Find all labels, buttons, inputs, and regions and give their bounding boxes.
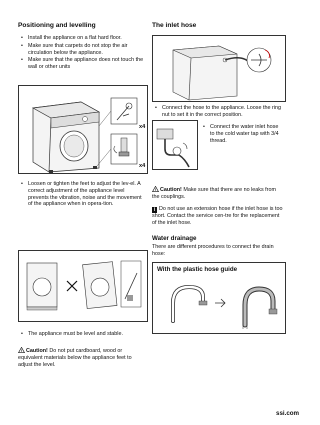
- figure-level-check: [18, 250, 148, 322]
- warning-icon: [152, 186, 159, 192]
- heading-positioning: Positioning and levelling: [18, 22, 96, 29]
- label-x4-top: x4: [139, 124, 146, 130]
- figure-inlet-hose: [152, 35, 286, 102]
- label-x4-bottom: x4: [139, 163, 146, 169]
- caution-leaks: [152, 186, 284, 201]
- bullet-wall: • Make sure that the appliance does not touch the wall or other units: [18, 57, 146, 71]
- bullet-flat-floor: • Install the appliance on a flat hard floor.: [18, 35, 146, 42]
- figure-water-tap: [152, 120, 198, 170]
- bullet-carpets: • Make sure that carpets do not stop the air circulation below the appliance.: [18, 43, 146, 57]
- bullet-loosen-feet: • Loosen or tighten the feet to adjust the lev-el. A correct adjustment of the appliance level prevents the vibration, noise and the movement of the appliance when in opera-tion.: [18, 181, 146, 208]
- heading-inlet-hose: The inlet hose: [152, 22, 197, 29]
- caution-leaks-body: Make sure that there are no leaks from the couplings.: [152, 187, 276, 200]
- bullet-connect-hose: • Connect the hose to the appliance. Loose the ring nut to set it in the correct position.: [152, 105, 284, 119]
- warning-icon: [18, 347, 25, 353]
- svg-text:!: !: [154, 187, 157, 192]
- caution-feet: [18, 347, 146, 368]
- inlet-bullet-1: [152, 105, 284, 119]
- heading-hose-guide: With the plastic hose guide: [157, 266, 238, 273]
- heading-water-drainage: Water drainage: [152, 235, 197, 242]
- caution-feet-text: [18, 347, 146, 368]
- figure-hose-guide: [152, 262, 286, 334]
- drainage-text: There are different procedures to connect the drain hose:: [152, 244, 274, 257]
- feet-bullets: [18, 181, 146, 208]
- caution-leaks-text: [152, 186, 284, 201]
- caution-feet-body: Do not put cardboard, wood or equivalent materials below the appliance feet to adjust the level.: [18, 348, 132, 368]
- svg-text:!: !: [20, 348, 23, 353]
- level-bullets: [18, 331, 146, 338]
- info-icon: i: [153, 207, 156, 213]
- bullet-connect-tap: • Connect the water inlet hose to the cold water tap with 3/4 thread.: [200, 124, 284, 144]
- bullet-level-stable: • The appliance must be level and stable.: [18, 331, 146, 338]
- info-extension-text: [152, 206, 284, 227]
- caution-leaks-label: Caution!: [160, 187, 182, 193]
- caution-feet-label: Caution!: [26, 348, 48, 354]
- inlet-bullet-2: [200, 124, 284, 144]
- footer-site: ssi.com: [276, 410, 300, 417]
- info-extension-body: Do not use an extension hose if the inlet hose is too short. Contact the service cen-tre for the replacement of the inlet hose.: [152, 206, 283, 226]
- positioning-bullets: [18, 35, 146, 71]
- figure-levelling: [18, 85, 148, 174]
- info-extension: [152, 206, 284, 227]
